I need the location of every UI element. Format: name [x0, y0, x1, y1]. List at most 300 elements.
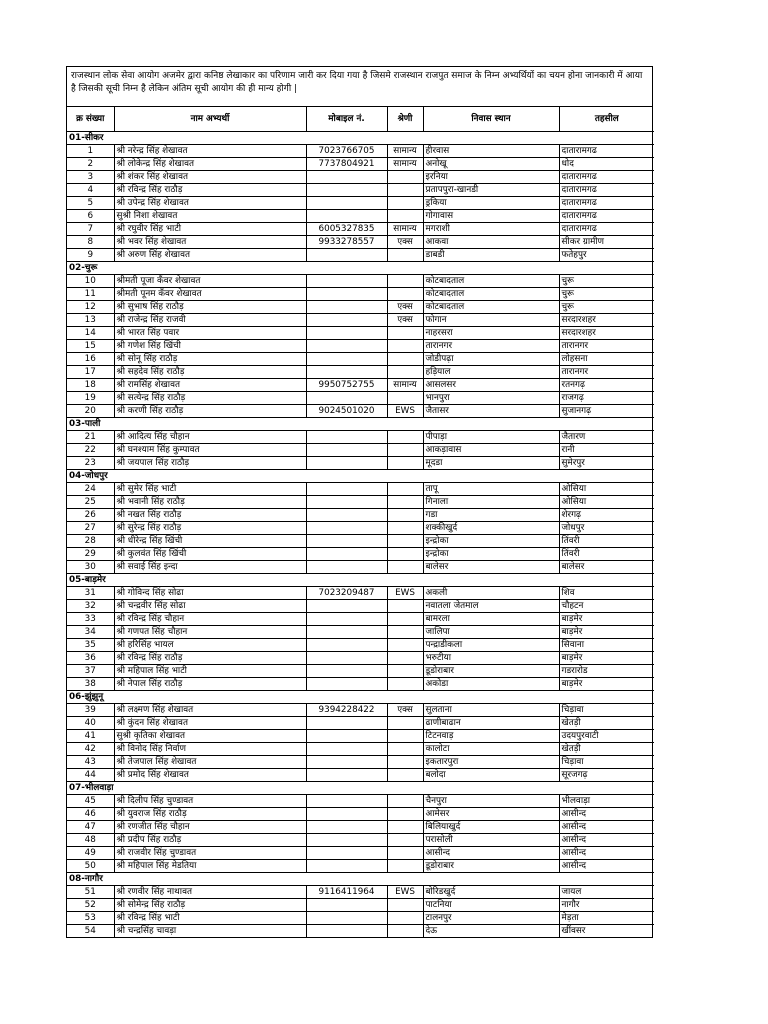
- table-row: [67, 457, 654, 470]
- section-title: 08-नागौर: [67, 873, 654, 886]
- cell-tehsil: चिड़ावा: [559, 756, 654, 769]
- cell-serial: 16: [67, 353, 114, 366]
- table-row: [67, 717, 654, 730]
- cell-mobile: [306, 743, 387, 756]
- cell-tehsil: धोद: [559, 158, 654, 171]
- cell-mobile: [306, 444, 387, 457]
- cell-residence: अकोडा: [423, 678, 559, 691]
- header-tehsil: तहसील: [559, 107, 654, 132]
- cell-residence: आकवा: [423, 236, 559, 249]
- cell-category: [387, 899, 423, 912]
- cell-serial: 13: [67, 314, 114, 327]
- cell-mobile: [306, 665, 387, 678]
- cell-residence: परासोली: [423, 834, 559, 847]
- cell-tehsil: जोधपुर: [559, 522, 654, 535]
- cell-category: [387, 795, 423, 808]
- section-title: 04-जोधपुर: [67, 470, 654, 483]
- cell-category: [387, 353, 423, 366]
- cell-serial: 3: [67, 171, 114, 184]
- cell-name: श्री विनोद सिंह निर्वाण: [114, 743, 306, 756]
- table-row: [67, 860, 654, 873]
- cell-name: श्री महिपाल सिंह मेडतिया: [114, 860, 306, 873]
- cell-name: श्री तेजपाल सिंह शेखावत: [114, 756, 306, 769]
- cell-tehsil: सुजानगढ़: [559, 405, 654, 418]
- table-row: [67, 626, 654, 639]
- cell-name: श्रीमती पूजा कँवर शेखावत: [114, 275, 306, 288]
- cell-mobile: 7023209487: [306, 587, 387, 600]
- cell-mobile: [306, 730, 387, 743]
- table-row: [67, 158, 654, 171]
- table-row: [67, 145, 654, 158]
- cell-name: सुश्री कृतिका शेखावत: [114, 730, 306, 743]
- table-row: [67, 483, 654, 496]
- cell-mobile: [306, 340, 387, 353]
- cell-tehsil: नागौर: [559, 899, 654, 912]
- cell-name: श्री नेपाल सिंह राठौड़: [114, 678, 306, 691]
- cell-serial: 41: [67, 730, 114, 743]
- cell-residence: देऊ: [423, 925, 559, 938]
- cell-mobile: 6005327835: [306, 223, 387, 236]
- cell-mobile: [306, 392, 387, 405]
- cell-category: EWS: [387, 587, 423, 600]
- cell-tehsil: आसीन्द: [559, 834, 654, 847]
- cell-residence: कोटबादताल: [423, 275, 559, 288]
- cell-name: श्री सवाई सिंह इन्दा: [114, 561, 306, 574]
- cell-mobile: 7737804921: [306, 158, 387, 171]
- cell-residence: बलोदा: [423, 769, 559, 782]
- cell-tehsil: तिंवरी: [559, 548, 654, 561]
- cell-mobile: [306, 184, 387, 197]
- cell-mobile: [306, 366, 387, 379]
- cell-serial: 44: [67, 769, 114, 782]
- cell-residence: तारानगर: [423, 340, 559, 353]
- cell-name: सुश्री निशा शेखावत: [114, 210, 306, 223]
- cell-tehsil: चिड़ावा: [559, 704, 654, 717]
- cell-tehsil: शिव: [559, 587, 654, 600]
- cell-name: श्री रविन्द्र सिंह राठौड़: [114, 652, 306, 665]
- section-row: [67, 691, 654, 704]
- cell-name: श्री सुरेन्द्र सिंह राठौड़: [114, 522, 306, 535]
- cell-serial: 6: [67, 210, 114, 223]
- table-row: [67, 886, 654, 899]
- cell-serial: 35: [67, 639, 114, 652]
- section-title: 02-चुरू: [67, 262, 654, 275]
- cell-serial: 19: [67, 392, 114, 405]
- cell-tehsil: आसीन्द: [559, 860, 654, 873]
- cell-serial: 43: [67, 756, 114, 769]
- cell-name: श्री गोविन्द सिंह सोढा: [114, 587, 306, 600]
- cell-tehsil: लोहसना: [559, 353, 654, 366]
- cell-serial: 50: [67, 860, 114, 873]
- cell-tehsil: दातारामगढ: [559, 184, 654, 197]
- cell-category: [387, 509, 423, 522]
- cell-name: श्रीमती पूनम कँवर शेखावत: [114, 288, 306, 301]
- table-row: [67, 743, 654, 756]
- table-row: [67, 327, 654, 340]
- cell-tehsil: शेरगढ़: [559, 509, 654, 522]
- cell-category: [387, 496, 423, 509]
- cell-serial: 30: [67, 561, 114, 574]
- cell-mobile: [306, 314, 387, 327]
- cell-category: [387, 600, 423, 613]
- cell-residence: सुलताना: [423, 704, 559, 717]
- cell-mobile: 9394228422: [306, 704, 387, 717]
- cell-mobile: [306, 821, 387, 834]
- cell-tehsil: तारानगर: [559, 340, 654, 353]
- cell-mobile: [306, 496, 387, 509]
- cell-category: [387, 743, 423, 756]
- cell-name: श्री लोकेन्द्र सिंह शेखावत: [114, 158, 306, 171]
- cell-mobile: [306, 834, 387, 847]
- cell-tehsil: गडरारोड: [559, 665, 654, 678]
- cell-serial: 2: [67, 158, 114, 171]
- cell-residence: जैतासर: [423, 405, 559, 418]
- cell-category: [387, 613, 423, 626]
- cell-serial: 22: [67, 444, 114, 457]
- cell-category: [387, 249, 423, 262]
- cell-category: [387, 392, 423, 405]
- cell-residence: आमेसर: [423, 808, 559, 821]
- header-residence: निवास स्थान: [423, 107, 559, 132]
- cell-mobile: [306, 925, 387, 938]
- cell-tehsil: दातारामगढ: [559, 197, 654, 210]
- cell-tehsil: सिवाना: [559, 639, 654, 652]
- cell-category: [387, 431, 423, 444]
- table-row: [67, 314, 654, 327]
- cell-name: श्री अरुण सिंह शेखावत: [114, 249, 306, 262]
- candidates-table: [67, 107, 654, 937]
- cell-residence: प्रतापपुरा-खानडी: [423, 184, 559, 197]
- cell-category: [387, 522, 423, 535]
- cell-name: श्री भवानी सिंह राठौड़: [114, 496, 306, 509]
- cell-serial: 49: [67, 847, 114, 860]
- table-row: [67, 639, 654, 652]
- table-row: [67, 678, 654, 691]
- cell-serial: 38: [67, 678, 114, 691]
- cell-category: [387, 847, 423, 860]
- cell-mobile: 9950752755: [306, 379, 387, 392]
- cell-residence: आसलसर: [423, 379, 559, 392]
- cell-serial: 21: [67, 431, 114, 444]
- cell-category: [387, 730, 423, 743]
- cell-mobile: [306, 600, 387, 613]
- cell-serial: 24: [67, 483, 114, 496]
- cell-serial: 26: [67, 509, 114, 522]
- cell-residence: इन्द्रोका: [423, 535, 559, 548]
- cell-mobile: [306, 860, 387, 873]
- cell-name: श्री रविन्द्र सिंह राठौड़: [114, 184, 306, 197]
- cell-residence: अनोखू: [423, 158, 559, 171]
- cell-category: एक्स: [387, 301, 423, 314]
- table-row: [67, 548, 654, 561]
- cell-mobile: [306, 275, 387, 288]
- cell-mobile: [306, 912, 387, 925]
- cell-mobile: [306, 197, 387, 210]
- cell-name: श्री चन्द्रसिंह चावड़ा: [114, 925, 306, 938]
- cell-serial: 53: [67, 912, 114, 925]
- cell-tehsil: रतनगढ़: [559, 379, 654, 392]
- cell-tehsil: सरदारशहर: [559, 314, 654, 327]
- cell-category: [387, 860, 423, 873]
- cell-mobile: [306, 626, 387, 639]
- cell-mobile: [306, 522, 387, 535]
- cell-category: [387, 626, 423, 639]
- section-title: 05-बाड़मेर: [67, 574, 654, 587]
- cell-category: सामान्य: [387, 158, 423, 171]
- cell-category: [387, 340, 423, 353]
- table-row: [67, 535, 654, 548]
- cell-mobile: [306, 457, 387, 470]
- cell-category: EWS: [387, 405, 423, 418]
- cell-category: [387, 652, 423, 665]
- cell-residence: भानपुरा: [423, 392, 559, 405]
- cell-name: श्री कुलवंत सिंह खिंची: [114, 548, 306, 561]
- cell-name: श्री प्रदीप सिंह राठौड़: [114, 834, 306, 847]
- table-row: [67, 431, 654, 444]
- cell-name: श्री नरेन्द्र सिंह शेखावत: [114, 145, 306, 158]
- cell-tehsil: बाड़मेर: [559, 613, 654, 626]
- table-row: [67, 223, 654, 236]
- cell-mobile: [306, 327, 387, 340]
- cell-residence: गिनाला: [423, 496, 559, 509]
- cell-category: [387, 665, 423, 678]
- cell-name: श्री रणवीर सिंह नाथावत: [114, 886, 306, 899]
- cell-name: श्री सत्येन्द्र सिंह राठौड़: [114, 392, 306, 405]
- cell-serial: 32: [67, 600, 114, 613]
- cell-name: श्री चन्द्रवीर सिंह सोढा: [114, 600, 306, 613]
- cell-name: श्री सहदेव सिंह राठौड़: [114, 366, 306, 379]
- cell-residence: बिलियाखुर्द: [423, 821, 559, 834]
- header-serial: क्र संख्या: [67, 107, 114, 132]
- table-row: [67, 197, 654, 210]
- cell-serial: 52: [67, 899, 114, 912]
- cell-name: श्री राजवीर सिंह चुण्डावत: [114, 847, 306, 860]
- cell-name: श्री सुभाष सिंह राठौड़: [114, 301, 306, 314]
- cell-residence: मगराशी: [423, 223, 559, 236]
- cell-category: एक्स: [387, 314, 423, 327]
- cell-tehsil: खेतड़ी: [559, 717, 654, 730]
- table-row: [67, 899, 654, 912]
- cell-tehsil: मेड़ता: [559, 912, 654, 925]
- cell-tehsil: जैतारण: [559, 431, 654, 444]
- cell-mobile: [306, 678, 387, 691]
- cell-tehsil: आसीन्द: [559, 821, 654, 834]
- cell-name: श्री रघुवीर सिंह भाटी: [114, 223, 306, 236]
- cell-name: श्री राजेन्द्र सिंह राजवी: [114, 314, 306, 327]
- cell-category: [387, 821, 423, 834]
- cell-residence: डूडोराबार: [423, 860, 559, 873]
- cell-residence: टालनपुर: [423, 912, 559, 925]
- cell-residence: नवातला जेतमाल: [423, 600, 559, 613]
- cell-category: [387, 210, 423, 223]
- cell-residence: मूदडा: [423, 457, 559, 470]
- cell-residence: इरनिया: [423, 171, 559, 184]
- cell-name: श्री भारत सिंह पवार: [114, 327, 306, 340]
- cell-mobile: [306, 249, 387, 262]
- cell-mobile: 9024501020: [306, 405, 387, 418]
- cell-mobile: [306, 509, 387, 522]
- cell-residence: कोटबादताल: [423, 288, 559, 301]
- header-mobile: मोबाइल नं.: [306, 107, 387, 132]
- cell-tehsil: आसीन्द: [559, 847, 654, 860]
- section-row: [67, 132, 654, 145]
- cell-serial: 9: [67, 249, 114, 262]
- table-row: [67, 925, 654, 938]
- cell-residence: पन्द्राडीकला: [423, 639, 559, 652]
- cell-category: [387, 483, 423, 496]
- cell-tehsil: दातारामगढ: [559, 145, 654, 158]
- cell-category: सामान्य: [387, 145, 423, 158]
- cell-tehsil: चुरू: [559, 301, 654, 314]
- cell-name: श्री भवर सिंह शेखावत: [114, 236, 306, 249]
- cell-tehsil: बालेसर: [559, 561, 654, 574]
- table-row: [67, 912, 654, 925]
- cell-tehsil: ओसिया: [559, 496, 654, 509]
- table-row: [67, 808, 654, 821]
- cell-category: EWS: [387, 886, 423, 899]
- table-row: [67, 366, 654, 379]
- cell-serial: 45: [67, 795, 114, 808]
- table-row: [67, 444, 654, 457]
- cell-tehsil: सीकर ग्रामीण: [559, 236, 654, 249]
- table-row: [67, 210, 654, 223]
- cell-residence: इन्द्रोका: [423, 548, 559, 561]
- cell-category: [387, 834, 423, 847]
- table-row: [67, 236, 654, 249]
- cell-serial: 42: [67, 743, 114, 756]
- cell-tehsil: रानी: [559, 444, 654, 457]
- cell-residence: ड्रकिया: [423, 197, 559, 210]
- cell-serial: 34: [67, 626, 114, 639]
- cell-name: श्री गणपत सिंह चौहान: [114, 626, 306, 639]
- cell-serial: 20: [67, 405, 114, 418]
- cell-serial: 11: [67, 288, 114, 301]
- cell-residence: चैनपुरा: [423, 795, 559, 808]
- cell-name: श्री दिलीप सिंह चुण्डावत: [114, 795, 306, 808]
- table-row: [67, 730, 654, 743]
- cell-tehsil: फतेहपुर: [559, 249, 654, 262]
- cell-name: श्री लक्ष्मण सिंह शेखावत: [114, 704, 306, 717]
- header-row: [67, 107, 654, 132]
- table-row: [67, 665, 654, 678]
- cell-tehsil: जायल: [559, 886, 654, 899]
- cell-category: [387, 756, 423, 769]
- cell-tehsil: सूरजगढ़: [559, 769, 654, 782]
- intro-paragraph: राजस्थान लोक सेवा आयोग अजमेर द्वारा कनिष्ठ लेखाकार का परिणाम जारी कर दिया गया है जिसमे राजस्थान राजपुत समाज के निम्न अभ्यर्थियों का चयन होना जानकारी में आया है जिसकी सूची निम्न है लेकिन अंतिम सूची आयोग की ही मान्य होगी |: [67, 67, 652, 107]
- cell-serial: 29: [67, 548, 114, 561]
- cell-serial: 17: [67, 366, 114, 379]
- table-row: [67, 301, 654, 314]
- cell-mobile: [306, 808, 387, 821]
- cell-name: श्री रविन्द्र सिंह चौहान: [114, 613, 306, 626]
- cell-serial: 1: [67, 145, 114, 158]
- cell-serial: 28: [67, 535, 114, 548]
- cell-residence: बोरिडखुर्द: [423, 886, 559, 899]
- section-title: 06-झुंझुनू: [67, 691, 654, 704]
- cell-mobile: [306, 639, 387, 652]
- table-row: [67, 587, 654, 600]
- cell-name: श्री करणी सिंह राठौड़: [114, 405, 306, 418]
- cell-name: श्री रणजीत सिंह चौहान: [114, 821, 306, 834]
- cell-residence: टिटनवाड़: [423, 730, 559, 743]
- table-row: [67, 392, 654, 405]
- section-title: 07-भीलवाड़ा: [67, 782, 654, 795]
- cell-residence: कालोटा: [423, 743, 559, 756]
- cell-serial: 12: [67, 301, 114, 314]
- table-row: [67, 756, 654, 769]
- table-row: [67, 847, 654, 860]
- cell-mobile: [306, 717, 387, 730]
- cell-serial: 27: [67, 522, 114, 535]
- cell-tehsil: तिंवरी: [559, 535, 654, 548]
- cell-residence: पाटनिया: [423, 899, 559, 912]
- cell-serial: 36: [67, 652, 114, 665]
- cell-mobile: [306, 210, 387, 223]
- cell-category: [387, 197, 423, 210]
- cell-mobile: [306, 613, 387, 626]
- cell-category: सामान्य: [387, 223, 423, 236]
- cell-tehsil: बाड़मेर: [559, 626, 654, 639]
- cell-serial: 14: [67, 327, 114, 340]
- cell-category: [387, 366, 423, 379]
- cell-tehsil: सुमेरपुर: [559, 457, 654, 470]
- cell-tehsil: चुरू: [559, 288, 654, 301]
- cell-residence: डाबडी: [423, 249, 559, 262]
- cell-name: श्री हरिसिंह भायल: [114, 639, 306, 652]
- cell-residence: हड़ियाल: [423, 366, 559, 379]
- header-name: नाम अभ्यर्थी: [114, 107, 306, 132]
- cell-tehsil: आसीन्द: [559, 808, 654, 821]
- table-row: [67, 613, 654, 626]
- cell-tehsil: राजगढ़: [559, 392, 654, 405]
- cell-residence: जालिपा: [423, 626, 559, 639]
- table-row: [67, 184, 654, 197]
- cell-category: [387, 288, 423, 301]
- cell-mobile: [306, 795, 387, 808]
- cell-serial: 31: [67, 587, 114, 600]
- cell-mobile: [306, 171, 387, 184]
- cell-serial: 51: [67, 886, 114, 899]
- cell-mobile: [306, 899, 387, 912]
- cell-serial: 47: [67, 821, 114, 834]
- cell-category: [387, 925, 423, 938]
- cell-category: [387, 678, 423, 691]
- cell-tehsil: बाड़मेर: [559, 652, 654, 665]
- table-row: [67, 496, 654, 509]
- cell-tehsil: बाड़मेर: [559, 678, 654, 691]
- cell-mobile: [306, 548, 387, 561]
- table-row: [67, 522, 654, 535]
- cell-name: श्री रविन्द्र सिंह भाटी: [114, 912, 306, 925]
- section-title: 03-पाली: [67, 418, 654, 431]
- cell-residence: बामरला: [423, 613, 559, 626]
- cell-name: श्री सुमेर सिंह भाटी: [114, 483, 306, 496]
- cell-name: श्री गणेश सिंह खिंची: [114, 340, 306, 353]
- cell-serial: 7: [67, 223, 114, 236]
- cell-mobile: [306, 756, 387, 769]
- cell-category: सामान्य: [387, 379, 423, 392]
- table-row: [67, 652, 654, 665]
- cell-tehsil: तारानगर: [559, 366, 654, 379]
- cell-mobile: 9933278557: [306, 236, 387, 249]
- cell-tehsil: खींवसर: [559, 925, 654, 938]
- cell-name: श्री सोमेन्द्र सिंह राठौड़: [114, 899, 306, 912]
- cell-category: [387, 639, 423, 652]
- table-row: [67, 405, 654, 418]
- cell-mobile: [306, 353, 387, 366]
- cell-name: श्री सोनू सिंह राठौड़: [114, 353, 306, 366]
- section-row: [67, 470, 654, 483]
